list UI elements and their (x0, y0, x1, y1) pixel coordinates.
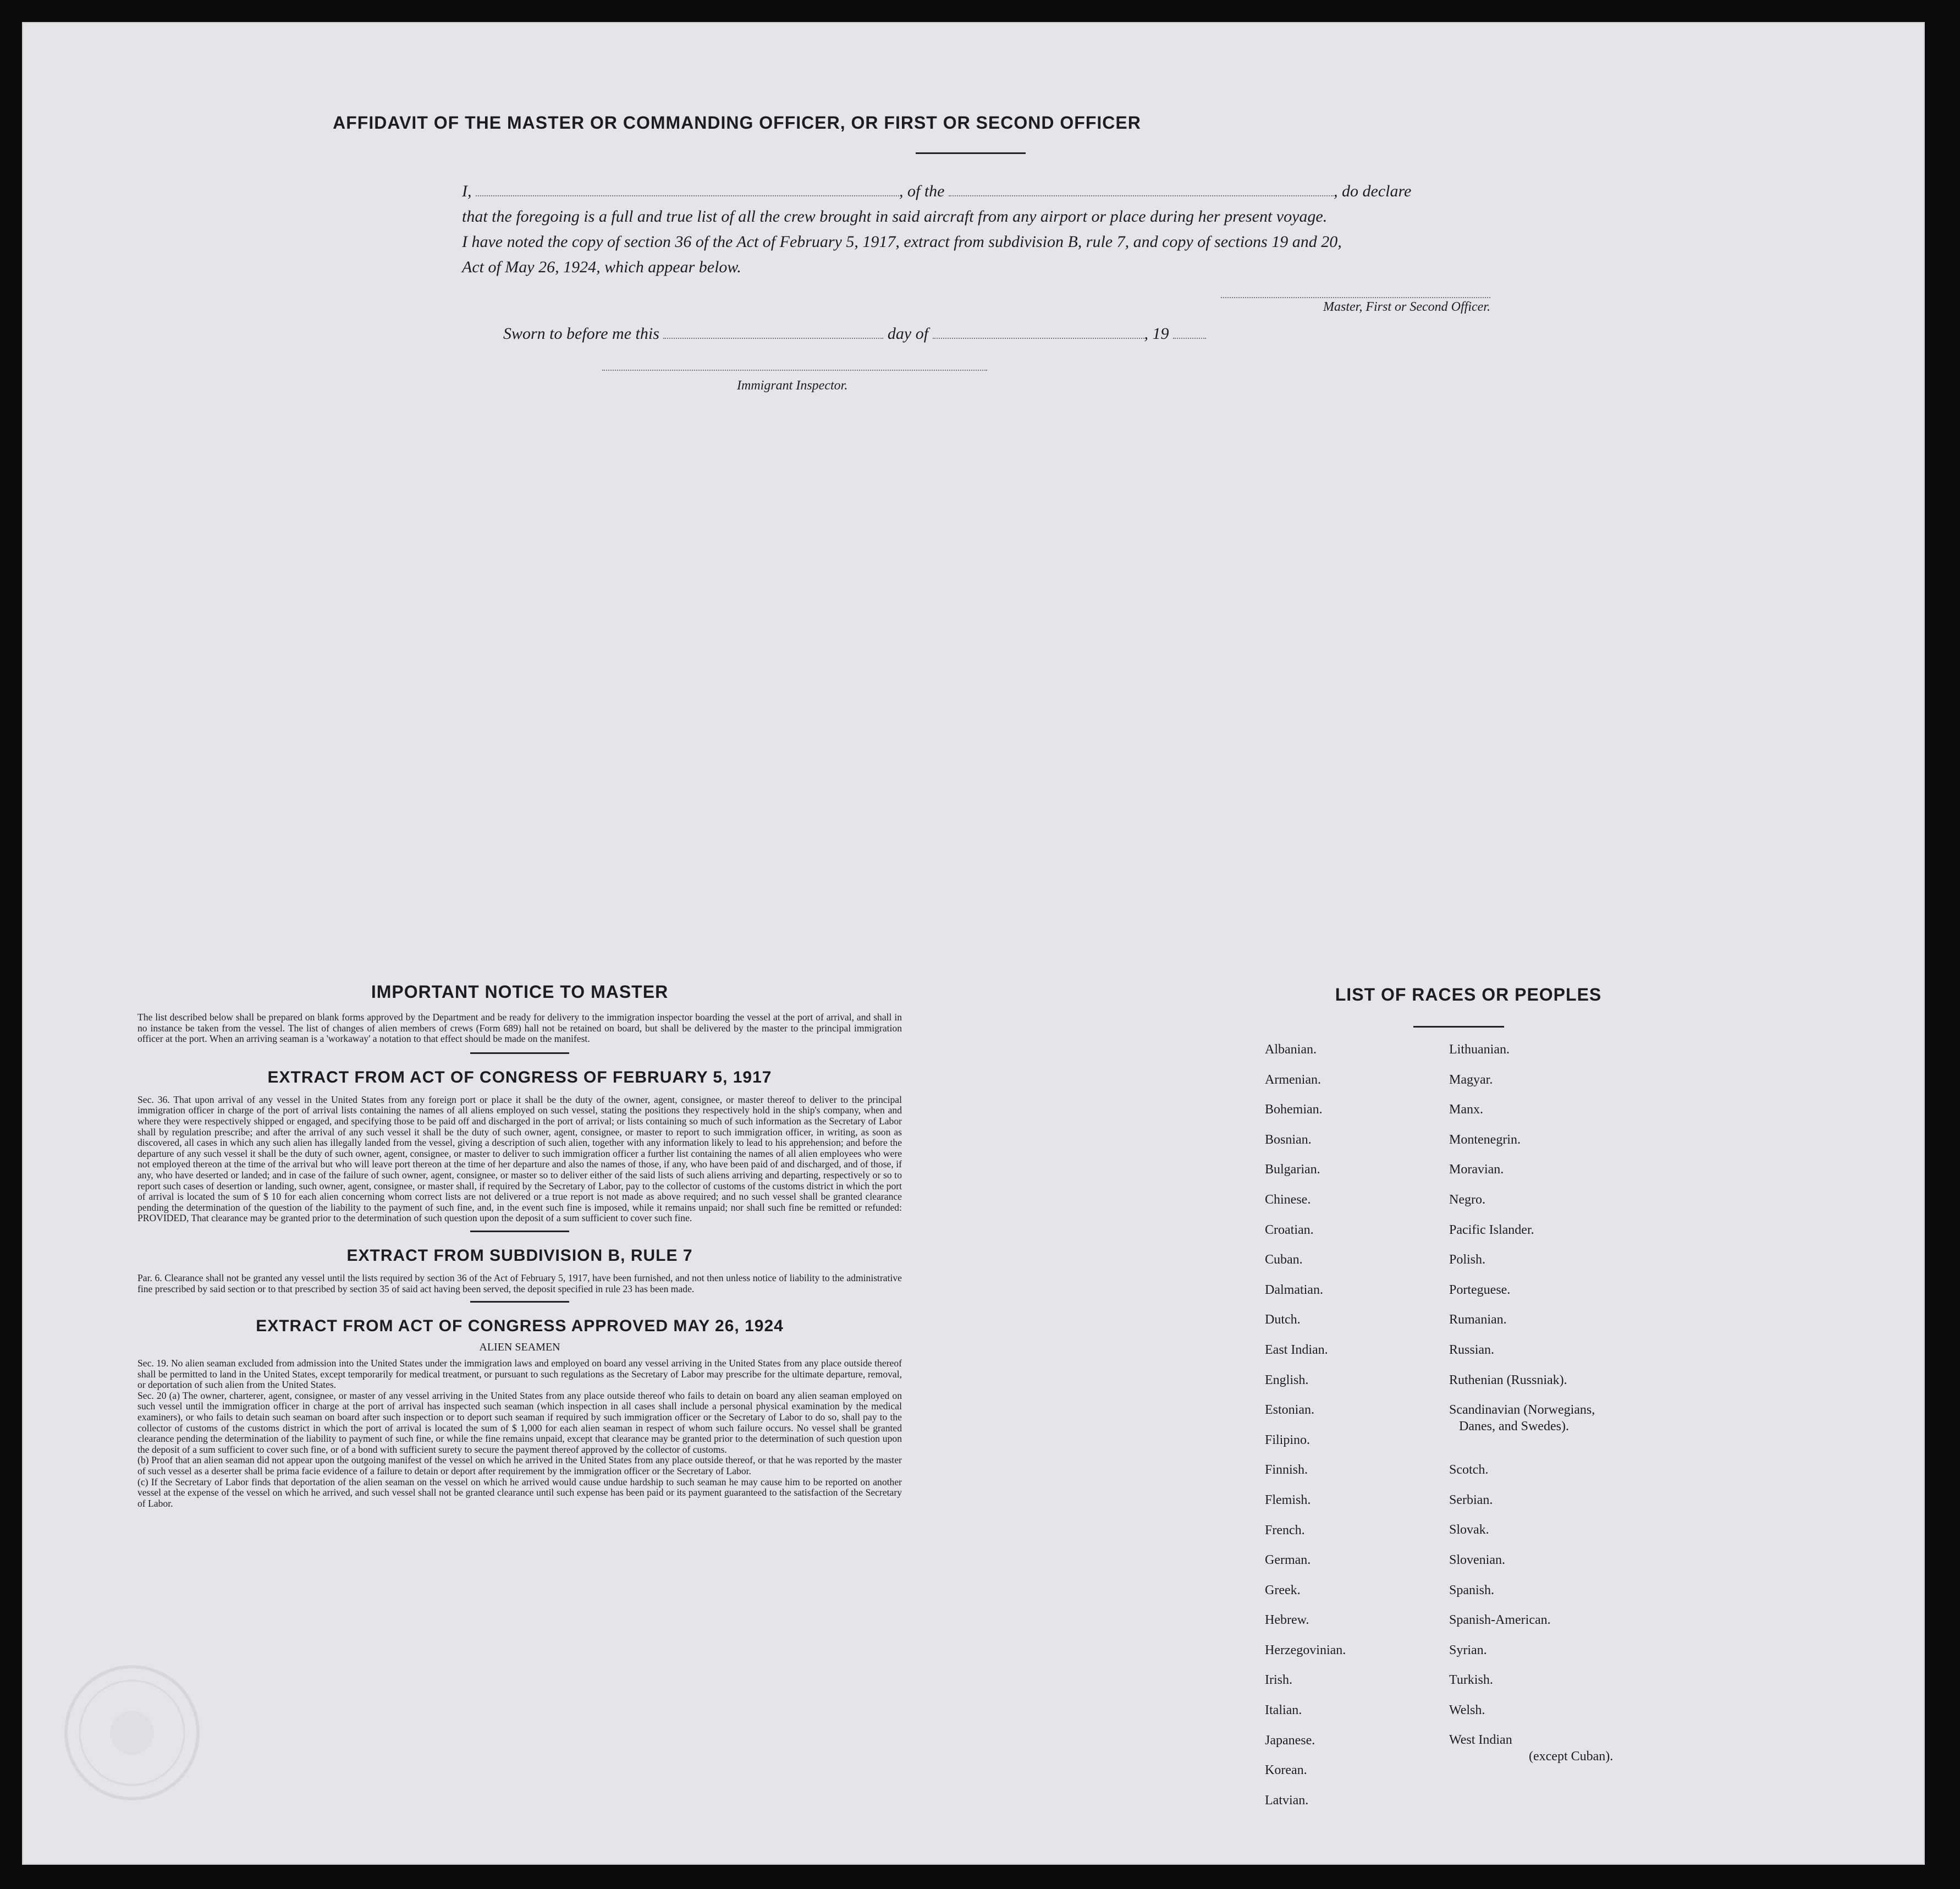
race-item: Korean. (1265, 1763, 1307, 1778)
race-item: Lithuanian. (1449, 1042, 1510, 1057)
affidavit-title: AFFIDAVIT OF THE MASTER OR COMMANDING OFFICER, OR FIRST OR SECOND OFFICER (333, 113, 1141, 133)
extract-1917-title: EXTRACT FROM ACT OF CONGRESS OF FEBRUARY 5, 1917 (267, 1068, 772, 1086)
affidavit-line-3: I have noted the copy of section 36 of the Act of February 5, 1917, extract from subdivision B, rule 7, and copy of sections 19 and 20, (462, 233, 1342, 251)
extract-1924-title: EXTRACT FROM ACT OF CONGRESS APPROVED MAY 26, 1924 (256, 1317, 784, 1336)
race-item: Spanish. (1449, 1583, 1495, 1597)
sworn-day-of: day of (887, 325, 929, 343)
race-item (1449, 1402, 1680, 1462)
race-item: Flemish. (1265, 1492, 1311, 1507)
race-item: Bulgarian. (1265, 1162, 1320, 1177)
race-item: Herzegovinian. (1265, 1643, 1346, 1657)
race-item-line: West Indian (1449, 1733, 1512, 1748)
race-item: Porteguese. (1449, 1282, 1511, 1297)
title-divider (916, 152, 1026, 154)
race-item: Scotch. (1449, 1463, 1489, 1478)
subdivision-b-title: EXTRACT FROM SUBDIVISION B, RULE 7 (346, 1246, 693, 1265)
race-item: Bohemian. (1265, 1102, 1323, 1117)
race-item: Albanian. (1265, 1042, 1317, 1057)
affidavit-line-1 (462, 179, 1490, 204)
race-item: Armenian. (1265, 1072, 1321, 1087)
notice-title: IMPORTANT NOTICE TO MASTER (371, 982, 669, 1002)
race-item: Japanese. (1265, 1733, 1315, 1748)
race-item: Greek. (1265, 1583, 1301, 1597)
race-item: Slovenian. (1449, 1552, 1505, 1567)
sworn-prefix: Sworn to before me this (503, 325, 659, 343)
embossed-seal-icon (60, 1661, 203, 1804)
regulations-column (137, 982, 902, 1509)
affidavit-line-4: Act of May 26, 1924, which appear below. (462, 258, 741, 276)
race-item: Italian. (1265, 1703, 1302, 1718)
master-name-field[interactable] (476, 195, 899, 196)
race-item: East Indian. (1265, 1342, 1328, 1357)
document-page (22, 22, 1925, 1865)
extract-1924-sec19: Sec. 19. No alien seaman excluded from admission into the United States under the immigration laws and employed on board any vessel arriving in the United States from any place outside thereof shall be permitted to land in the United States, except temporarily for medical treatment, or pursuant to such regulations as the Secretary of Labor may prescribe for the ultimate departure, removal, or deportation of such alien from the United States. (137, 1358, 902, 1391)
sworn-line (503, 325, 1206, 343)
race-item: Cuban. (1265, 1253, 1303, 1267)
race-item: Moravian. (1449, 1162, 1504, 1177)
notice-text: The list described below shall be prepared on blank forms approved by the Department and be ready for delivery to the immigration inspector boarding the vessel at the port of arrival, and shall in no instance be taken from the vessel. The list of changes of alien members of crews (Form 689) hall not be retained on board, but shall be delivered by the master to the principal immigration officer at the port. When an arriving seaman is a 'workaway' a notation to that effect should be made on the manifest. (137, 1012, 902, 1045)
race-item: Dalmatian. (1265, 1282, 1323, 1297)
races-divider (1413, 1026, 1504, 1028)
race-item: German. (1265, 1553, 1311, 1568)
race-item: Syrian. (1449, 1643, 1487, 1657)
race-item: Irish. (1265, 1673, 1292, 1688)
race-item: Filipino. (1265, 1432, 1311, 1447)
extract-1924-subtitle: ALIEN SEAMEN (479, 1341, 560, 1354)
sworn-year-prefix: , 19 (1144, 325, 1169, 343)
race-item-line: Danes, and Swedes). (1459, 1419, 1569, 1434)
races-column-1 (1265, 1041, 1441, 1822)
race-item: Hebrew. (1265, 1613, 1309, 1628)
race-item: Ruthenian (Russniak). (1449, 1372, 1567, 1387)
race-item-line: Scandinavian (Norwegians, (1449, 1403, 1595, 1418)
race-item: Welsh. (1449, 1703, 1485, 1717)
aircraft-name-field[interactable] (949, 195, 1334, 196)
races-title: LIST OF RACES OR PEOPLES (1335, 985, 1602, 1004)
race-item: Bosnian. (1265, 1132, 1312, 1147)
section-divider (470, 1052, 569, 1054)
race-item: English. (1265, 1372, 1309, 1387)
race-item: Polish. (1449, 1253, 1486, 1267)
race-item: Spanish-American. (1449, 1613, 1551, 1628)
subdivision-b-text: Par. 6. Clearance shall not be granted any vessel until the lists required by section 36 of the Act of February 5, 1917, have been furnished, and not then unless notice of liability to the administrative fine prescribed by said section or to that prescribed by section 35 of said act having been served, the deposit specified in rule 23 has been made. (137, 1272, 902, 1294)
race-item: Russian. (1449, 1342, 1495, 1357)
affidavit-i: I, (462, 182, 472, 200)
signature-caption: Master, First or Second Officer. (1323, 300, 1490, 314)
section-divider (470, 1301, 569, 1303)
race-item: Chinese. (1265, 1192, 1311, 1207)
race-item: Negro. (1449, 1192, 1485, 1207)
race-item: Dutch. (1265, 1313, 1301, 1327)
race-item: Estonian. (1265, 1403, 1314, 1418)
affidavit-of-the: , of the (899, 182, 945, 200)
race-item: Finnish. (1265, 1463, 1308, 1478)
race-item: Latvian. (1265, 1793, 1309, 1808)
inspector-caption: Immigrant Inspector. (737, 378, 848, 393)
race-item: Pacific Islander. (1449, 1222, 1534, 1237)
sworn-day-field[interactable] (663, 338, 883, 339)
sworn-month-field[interactable] (933, 338, 1144, 339)
affidavit-body (462, 179, 1490, 280)
race-item: French. (1265, 1523, 1305, 1537)
race-item: Serbian. (1449, 1492, 1493, 1507)
race-item: Turkish. (1449, 1673, 1493, 1688)
race-item: Montenegrin. (1449, 1132, 1521, 1147)
race-item-line: (except Cuban). (1529, 1749, 1614, 1764)
race-item: Magyar. (1449, 1072, 1493, 1087)
extract-1917-text: Sec. 36. That upon arrival of any vessel in the United States from any foreign port or place it shall be the duty of the owner, agent, consignee, or master thereof to deliver to the principal immigration officer in charge of the port of arrival lists containing the names of all aliens employed on such vessel, stating the positions they respectively hold in the ship's company, when and where they were respectively shipped or engaged, and specifying those to be paid off and discharged in the port of arrival; or lists containing so much of such information as the Secretary of Labor shall by regulation prescribe; and after the arrival of any such vessel it shall be the duty of such owner, agent, consignee, or master to report to such immigration officer, in writing, as soon as discovered, all cases in which any such alien has illegally landed from the vessel, giving a description of such alien, together with any information likely to lead to his apprehension; and before the departure of any such vessel it shall be the duty of such owner, agent, consignee, or master to deliver to such immigration officer a further list containing the names of all alien employees who were not employed thereon at the time of the arrival but who will leave port thereon at the time of her departure and also the names of those, if any, who have been paid of and discharged, and of those, if any, who have deserted or landed; and in case of the failure of such owner, agent, consignee, or master so to deliver either of the said lists of such aliens arriving and departing, respectively or so to report such cases of desertion or landing, such owner, agent, consignee, or master shall, if required by the Secretary of Labor, pay to the collector of customs of the customs district in which the port of arrival is located the sum of $ 10 for each alien concerning whom correct lists are not delivered or a true report is not made as above required; and no such vessel shall be granted clearance pending the determination of the question of the liability to the payment of such fine, and, in the event such fine is imposed, while it remains unpaid; nor shall such fine be remitted or refunded: PROVIDED, That clearance may be granted prior to the determination of such question upon the deposit of a sum sufficient to cover such fine. (137, 1094, 902, 1224)
race-item: Croatian. (1265, 1222, 1314, 1237)
extract-1924-sec20a: Sec. 20 (a) The owner, charterer, agent, consignee, or master of any vessel arriving in the United States from any place outside thereof who fails to detain on board any alien seaman employed on such vessel until the immigration officer in charge at the port of arrival has inspected such seaman (which inspection in all cases shall include a personal physical examination by the medical examiners), or who fails to detain such seaman on board after such inspection or to deport such seaman if required by such immigration officer or the Secretary of Labor to do so, shall pay to the collector of customs of the customs district in which the port of arrival is located the sum of $ 1,000 for each alien seaman in respect of whom such failure occurs. No vessel shall be granted clearance pending the determination of the liability to payment of such fine, or while the fine remains unpaid, except that clearance may be granted prior to the determination of such question upon the deposit of a sum sufficient to cover such fine, or of a bond with sufficient surety to secure the payment thereof approved by the collector of customs. (137, 1390, 902, 1455)
section-divider (470, 1231, 569, 1232)
inspector-signature-field[interactable] (602, 370, 987, 371)
extract-1924-sec20b: (b) Proof that an alien seaman did not appear upon the outgoing manifest of the vessel on which he arrived in the United States from any place outside thereof, or that he was reported by the master of such vessel as a deserter shall be prima facie evidence of a failure to detain or deport after requirement by the immigration officer or the Secretary of Labor. (137, 1454, 902, 1477)
signature-field[interactable] (1221, 297, 1490, 298)
races-column-2 (1449, 1041, 1680, 1792)
race-item (1449, 1732, 1680, 1792)
affidavit-line-2: that the foregoing is a full and true list of all the crew brought in said aircraft from any airport or place during her present voyage. (462, 207, 1328, 226)
race-item: Slovak. (1449, 1523, 1489, 1537)
extract-1924-sec20c: (c) If the Secretary of Labor finds that deportation of the alien seaman on the vessel on which he arrived would cause undue hardship to such seaman he may cause him to be reported on another vessel at the expense of the vessel on which he arrived, and such vessel shall not be granted clearance until such expense has been paid or its payment guaranteed to the satisfaction of the Secretary of Labor. (137, 1476, 902, 1509)
race-item: Manx. (1449, 1102, 1483, 1117)
sworn-year-field[interactable] (1173, 338, 1206, 339)
race-item: Rumanian. (1449, 1313, 1507, 1327)
affidavit-do-declare: , do declare (1334, 182, 1412, 200)
